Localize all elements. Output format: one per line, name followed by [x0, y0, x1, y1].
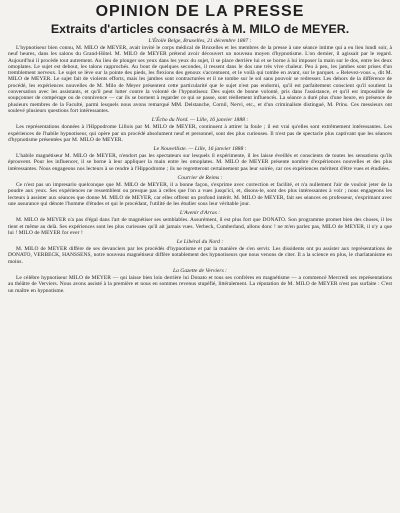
article-liberal-du-nord	[8, 239, 392, 265]
article-text: L'hypnotiseur bien connu, M. MILO de MEYER, avait invité le corps médical de Bruxelles et les membres de la presse à une séance intime qui a eu lieu lundi soir, à neuf heures, dans les salons du Grand-Hôtel. M. MILO de MEYER prétend avoir découvert un nouveau moyen d'hypnotisme. L'on dernier, il agissait par le regard. Aujourd'hui il procède tout autrement. Au lieu de plonger ses yeux dans les yeux du sujet, il se place derrière lui et se borne à lui imposer la main sur le dos, entre les deux omoplates. Le sujet est debout, les talons rapprochés. Au bout de quelques secondes, il ressent dans le dos une très vive chaleur. Peu à peu, les jambes sont prises d'un tremblement nerveux. Le sujet se lève sur la pointe des pieds, les flexions des genoux s'accentuent, et le voilà qui tombe en avant, sur le parquet. « Relevez-vous », dit M. MILO de MEYER. Le sujet fait de violents efforts, mais les jambes sont contracturées et il ne tombe sur le sol sans pouvoir se redresser. Les dehors de la différence de procédé, les expériences nouvelles de M. Milo de Meyer présentent cette particularité que le sujet n'est pas endormi, qu'il est parfaitement conscient qu'il soutient la conversation avec les assistants, et qu'il peut lutter contre la volonté de l'hypnotiseur. Des sujets de bonne volonté, pris dans l'assistance, et qu'il est impossible de soupçonner de compérage ou de connivence — car ils se bornent à regarder ce qui se passe, sont réellement influencés. La séance a duré plus d'une heure, en présence de plusieurs membres de la Faculté, parmi lesquels nous avons remarqué MM. Delstanche, Cornil, Nervi, etc., et d'un criminaliste distingué, M. Prins. Ces messieurs ont soulevé plusieurs questions fort intéressantes.	[8, 45, 392, 114]
article-source: Le Libéral du Nord :	[176, 239, 224, 246]
article-source: Courrier de Reims :	[177, 175, 223, 182]
article-etoile-belge	[8, 38, 392, 114]
article-text: Le célèbre hypnotiseur MILO de MEYER — qui laisse bien loin derrière lui Donato et tous ses confrères en magnétisme — a commencé Mercredi ses représentations au théâtre de Verviers. Nous avons assisté à la première et nous en sommes revenus stupéfié, littéralement. La réputation de M. MILO de MEYER n'est pas surfaite : C'est un maître en hypnotisme.	[8, 275, 392, 294]
article-courrier-de-reims	[8, 175, 392, 207]
page-subtitle: Extraits d'articles consacrés à M. MILO de MEYER.	[50, 22, 350, 36]
article-echo-du-nord	[8, 117, 392, 143]
article-source: La Gazette de Verviers :	[172, 268, 228, 275]
article-text: M. MILO de MEYER diffère de ses devanciers par les procédés d'hypnotisme et par la manière de s'en servir. Les dissidents ont pu assister aux représentations de DONATO, VERBECK, HANSSENS, notre nouveau magnétiseur diffère notablement des hypnotiseurs que nous venons de citer. Il a la science en plus, le charlatanisme en moins.	[8, 246, 392, 265]
article-source: L'Avenir d'Arras :	[179, 210, 221, 217]
document-page	[0, 3, 400, 513]
article-text: Ce n'est pas un impresario quelconque que M. MILO de MEYER, il a bonne façon, s'exprime avec correction et facilité, et n'a nullement l'air de vouloir jeter de la poudre aux yeux. Ses expériences ne ressemblent ou presque pas à celles que l'on a vues jusqu'ici, et, disons-le, sont des plus intéressantes à voir ; nous engageons les lecteurs à assister aux séances que donne M. MILO de MEYER, car elles offrent un profond intérêt. M. MILO de MEYER, fait ses séances en professeur, s'exprimant avec une assurance qui dénote l'homme d'études et qui le procédant, l'utilité de les étudier sous leur véritable jour.	[8, 182, 392, 207]
article-text: L'habile magnétiseur M. MILO de MEYER, n'endort pas les spectateurs sur lesquels il expérimente, il les laisse éveillés et conscients de toutes les sensations qu'ils éprouvent. Pour les influencer, il se borne à leur appliquer la main entre les omoplates. M. MILO de MEYER présente nombre d'expériences nouvelles et des plus intéressantes. Nous engageons nos lecteurs à se rendre à l'Hippodrome ; ils ne regretteront certainement pas leur soirée, car ces expériences méritent d'être vues et étudiées.	[8, 153, 392, 172]
article-nouvelliste	[8, 146, 392, 172]
article-source: L'Étoile Belge, Bruxelles, 21 décembre 1887 :	[148, 38, 252, 44]
article-text: Les représentations données à l'Hippodrome Lillois par M. MILO de MEYER, continuent à attirer la foule ; il est vrai qu'elles sont extrêmement intéressantes. Les expériences de l'habile hypnotiseur, qui opère par un procédé absolument neuf et personnel, sont des plus curieuses. Il n'est pas de spectacle plus captivant que les séances d'hypnotisme présentées par M. MILO de MEYER.	[8, 124, 392, 143]
article-avenir-arras	[8, 210, 392, 236]
article-gazette-verviers	[8, 268, 392, 294]
article-source: L'Écho du Nord. — Lille, 16 janvier 1888 :	[151, 117, 249, 124]
article-text: M. MILO de MEYER n'a pas d'égal dans l'art de magnétiser ses semblables. Assurément, il est plus fort que DONATO. Son programme promet bien des choses, il les tient et même au delà. Ses expériences sont les plus curieuses qu'il ait jamais vues. Verbeck, Cumberland, allons donc ! ne m'en parlez pas, MILO de MEYER, il n'y a que lui ! MILO de MEYER for ever !	[8, 217, 392, 236]
page-title: OPINION DE LA PRESSE	[95, 3, 305, 20]
article-source: Le Nouvelliste. — Lille, 16 janvier 1888 :	[153, 146, 247, 153]
